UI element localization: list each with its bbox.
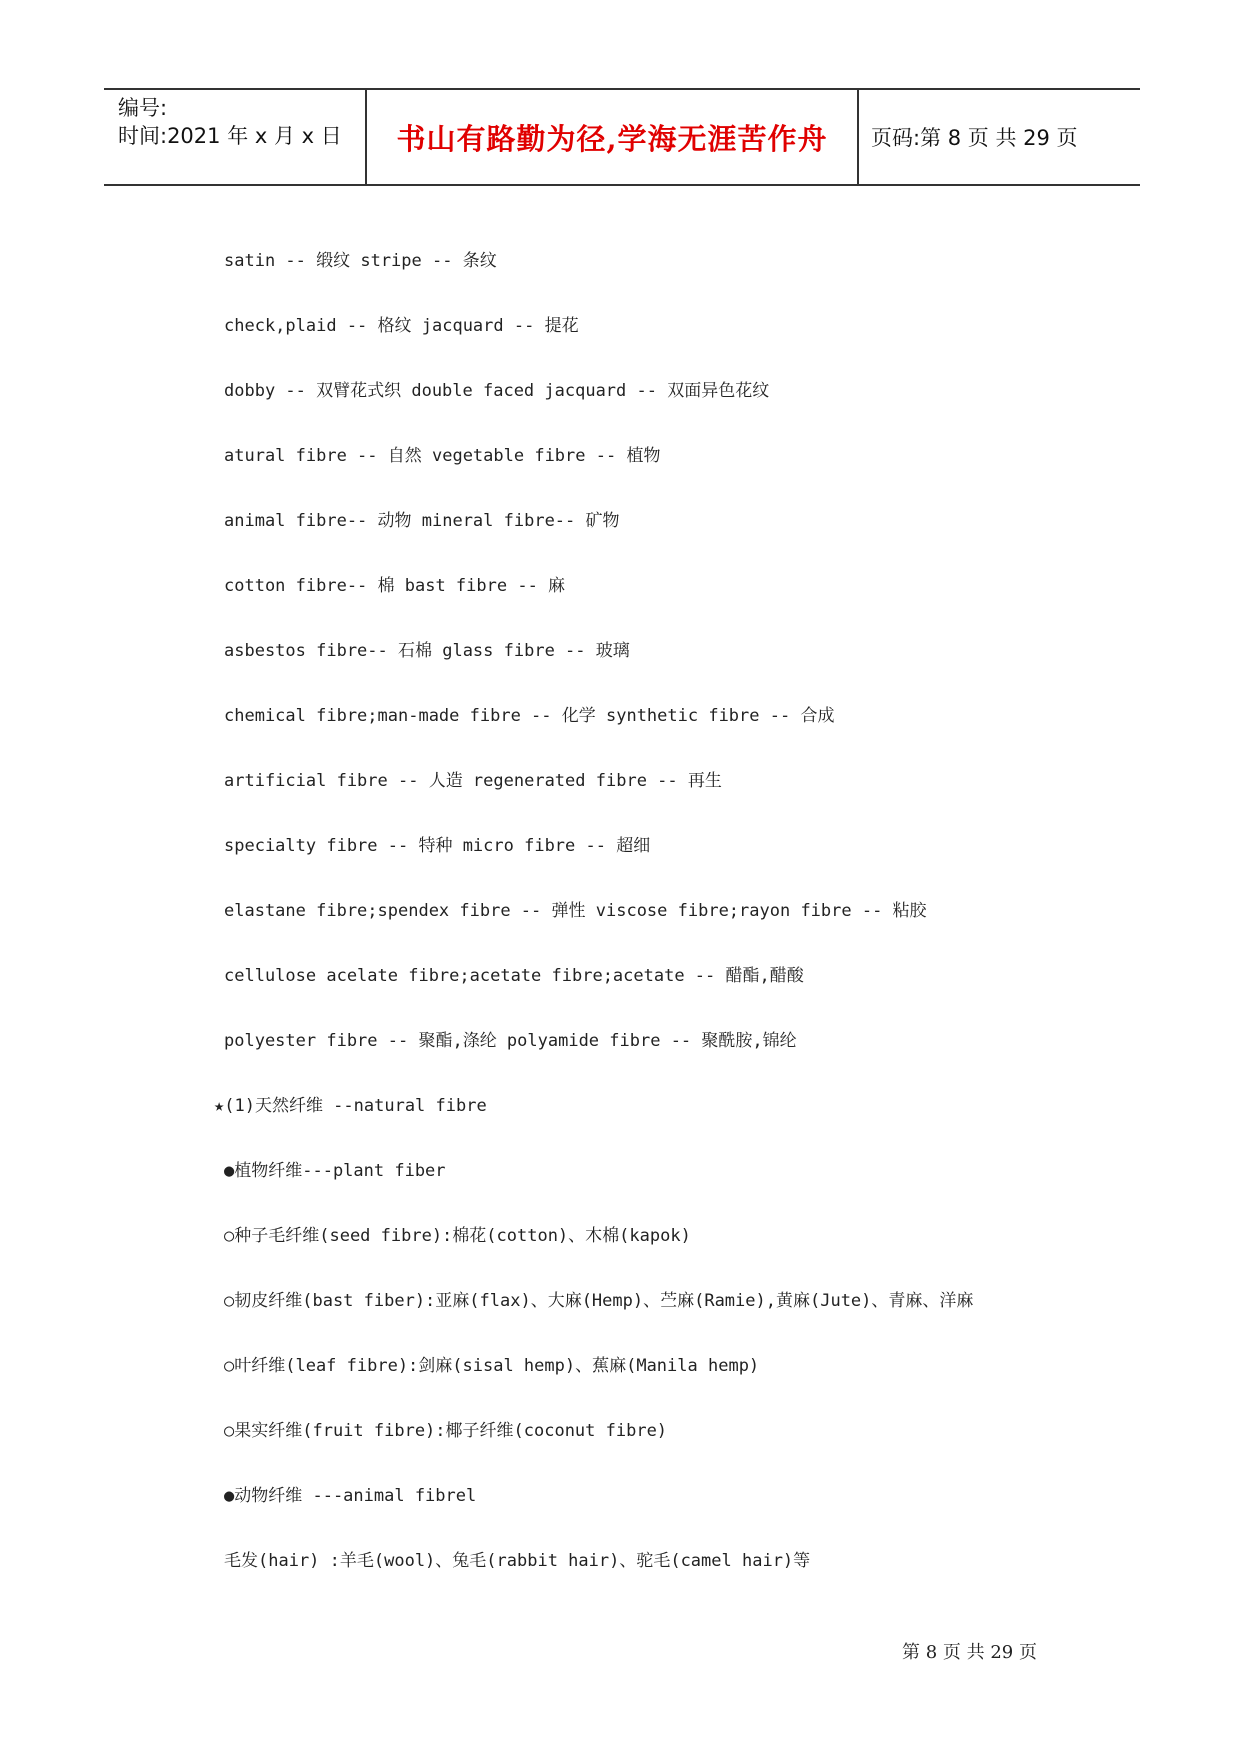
header-meta <box>104 90 367 184</box>
bullet-heading: ●动物纤维 ---animal fibrel <box>224 1486 477 1506</box>
text-line: chemical fibre;man-made fibre -- 化学 synthetic fibre -- 合成 <box>224 706 835 726</box>
motto-text: 书山有路勤为径,学海无涯苦作舟 <box>396 121 828 156</box>
text-line: asbestos fibre-- 石棉 glass fibre -- 玻璃 <box>224 641 630 661</box>
text-line: cotton fibre-- 棉 bast fibre -- 麻 <box>224 576 566 596</box>
page-header <box>104 88 1140 186</box>
text-line: polyester fibre -- 聚酯,涤纶 polyamide fibre -- 聚酰胺,锦纶 <box>224 1031 797 1051</box>
section-heading: ★(1)天然纤维 --natural fibre <box>214 1096 487 1116</box>
text-line: check,plaid -- 格纹 jacquard -- 提花 <box>224 316 579 336</box>
bullet-heading: ●植物纤维---plant fiber <box>224 1161 446 1181</box>
header-motto-cell <box>367 90 859 184</box>
page-footer: 第 8 页 共 29 页 <box>902 1642 1037 1663</box>
text-line: cellulose acelate fibre;acetate fibre;acetate -- 醋酯,醋酸 <box>224 966 804 986</box>
list-item: ○种子毛纤维(seed fibre):棉花(cotton)、木棉(kapok) <box>224 1226 691 1246</box>
list-item: ○果实纤维(fruit fibre):椰子纤维(coconut fibre) <box>224 1421 668 1441</box>
text-line: animal fibre-- 动物 mineral fibre-- 矿物 <box>224 511 620 531</box>
time-label: 时间:2021 年 x 月 x 日 <box>118 124 342 148</box>
text-line: dobby -- 双臂花式织 double faced jacquard -- 双面异色花纹 <box>224 381 770 401</box>
text-line: satin -- 缎纹 stripe -- 条纹 <box>224 251 497 271</box>
text-line: atural fibre -- 自然 vegetable fibre -- 植物 <box>224 446 661 466</box>
text-line: 毛发(hair) :羊毛(wool)、兔毛(rabbit hair)、驼毛(camel hair)等 <box>224 1551 811 1571</box>
list-item: ○叶纤维(leaf fibre):剑麻(sisal hemp)、蕉麻(Manila hemp) <box>224 1356 760 1376</box>
text-line: elastane fibre;spendex fibre -- 弹性 viscose fibre;rayon fibre -- 粘胶 <box>224 901 927 921</box>
header-page-info: 页码:第 8 页 共 29 页 <box>871 126 1078 150</box>
number-label: 编号: <box>118 96 168 120</box>
text-line: artificial fibre -- 人造 regenerated fibre -- 再生 <box>224 771 722 791</box>
text-line: specialty fibre -- 特种 micro fibre -- 超细 <box>224 836 651 856</box>
list-item: ○韧皮纤维(bast fiber):亚麻(flax)、大麻(Hemp)、苎麻(Ramie),黄麻(Jute)、青麻、洋麻 <box>224 1291 974 1311</box>
